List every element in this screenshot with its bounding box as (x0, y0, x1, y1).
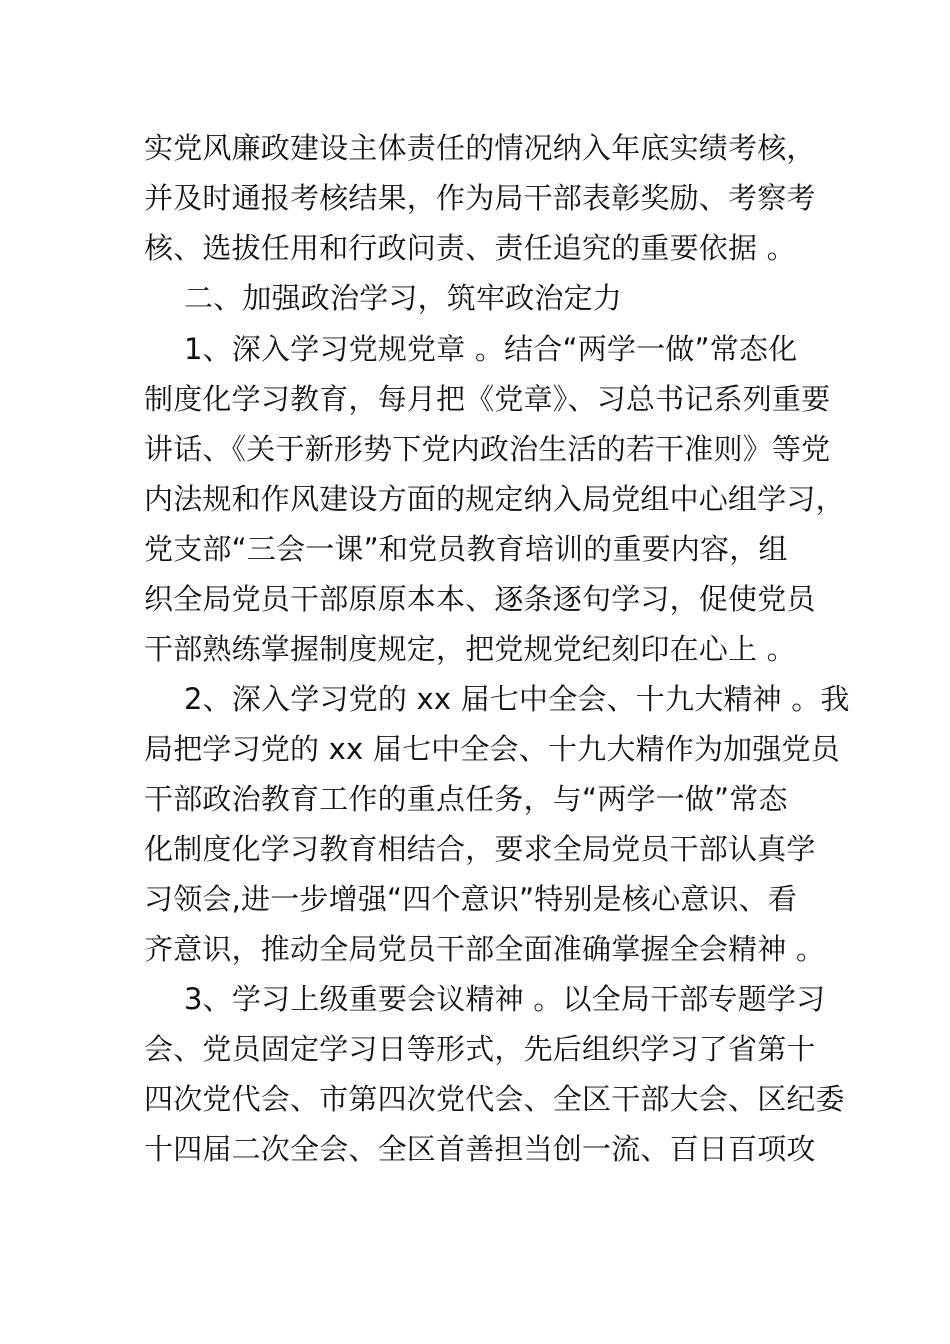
body-text-line: 2、深入学习党的 xx 届七中全会、十九大精神 。我 (184, 682, 850, 716)
body-text-line: 核、选拔任用和行政问责、责任追究的重要依据 。 (144, 231, 796, 265)
body-text-line: 1、深入学习党规党章 。结合“两学一做”常态化 (184, 332, 798, 366)
body-text-line: 干部政治教育工作的重点任务，与“两学一做”常态 (144, 782, 788, 816)
body-text-line: 会、党员固定学习日等形式，先后组织学习了省第十 (144, 1032, 816, 1066)
body-text-line: 齐意识，推动全局党员干部全面准确掌握全会精神 。 (144, 932, 826, 966)
body-text-line: 习领会,进一步增强“四个意识”特别是核心意识、看 (144, 882, 798, 916)
body-text-line: 3、学习上级重要会议精神 。以全局干部专题学习 (184, 982, 826, 1016)
body-text-line: 十四届二次全会、全区首善担当创一流、百日百项攻 (144, 1132, 816, 1166)
body-text-line: 党支部“三会一课”和党员教育培训的重要内容，组 (144, 532, 788, 566)
body-text-line: 并及时通报考核结果，作为局干部表彰奖励、考察考 (144, 181, 816, 215)
body-text-line: 织全局党员干部原原本本、逐条逐句学习，促使党员 (144, 582, 816, 616)
body-text-line: 内法规和作风建设方面的规定纳入局党组中心组学习， (144, 482, 845, 516)
body-text-line: 制度化学习教育，每月把《党章》、习总书记系列重要 (144, 382, 831, 416)
body-text-line: 实党风廉政建设主体责任的情况纳入年底实绩考核， (144, 131, 816, 165)
body-text-line: 化制度化学习教育相结合，要求全局党员干部认真学 (144, 832, 816, 866)
body-text-line: 讲话、《关于新形势下党内政治生活的若干准则》等党 (144, 432, 831, 466)
body-text-line: 四次党代会、市第四次党代会、全区干部大会、区纪委 (144, 1082, 845, 1116)
section-heading: 二、加强政治学习，筑牢政治定力 (184, 281, 623, 315)
body-text-line: 干部熟练掌握制度规定，把党规党纪刻印在心上 。 (144, 632, 796, 666)
body-text-line: 局把学习党的 xx 届七中全会、十九大精作为加强党员 (144, 732, 840, 766)
